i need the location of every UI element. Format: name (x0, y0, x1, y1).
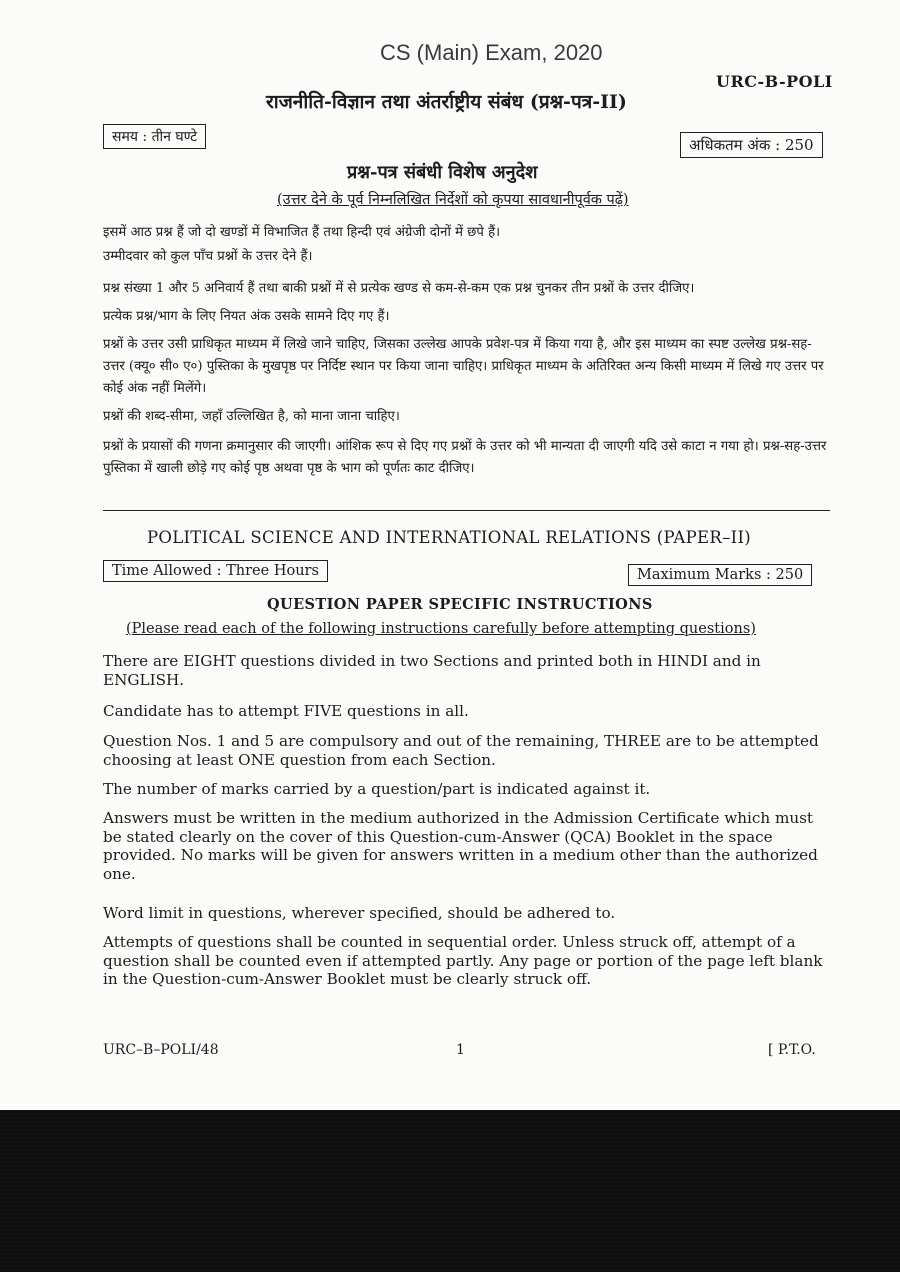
hindi-instruction: प्रश्नों की शब्द-सीमा, जहाँ उल्लिखित है, को माना जाना चाहिए। (103, 409, 400, 424)
hindi-instruction: प्रश्नों के उत्तर उसी प्राधिकृत माध्यम में लिखे जाने चाहिए, जिसका उल्लेख आपके प्रवेश-पत्र में किया गया है, और इस माध्यम का स्पष्ट उल्लेख प्रश्न-सह-उत्तर (क्यू० सी० ए०) पुस्तिका के मुखपृष्ठ पर निर्दिष्ट स्थान पर किया जाना चाहिए। प्राधिकृत माध्यम के अतिरिक्त अन्य किसी माध्यम में लिखे गए उत्तर पर कोई अंक नहीं मिलेंगे। (103, 337, 824, 396)
english-instruction: The number of marks carried by a question/part is indicated against it. (103, 780, 651, 798)
hindi-subheading: (उत्तर देने के पूर्व निम्नलिखित निर्देशों को कृपया सावधानीपूर्वक पढ़ें) (277, 192, 629, 208)
hindi-instruction: प्रश्नों के प्रयासों की गणना क्रमानुसार की जाएगी। आंशिक रूप से दिए गए प्रश्नों के उत्तर को भी मान्यता दी जाएगी यदि उसे काटा न गया हो। प्रश्न-सह-उत्तर पुस्तिका में खाली छोड़े गए कोई पृष्ठ अथवा पृष्ठ के भाग को पूर्णतः काट दीजिए। (103, 439, 827, 476)
english-instruction: Attempts of questions shall be counted in sequential order. Unless struck off, attempt of a question shall be counted even if attempted partly. Any page or portion of the page left blank in the Question-cum-Answer Booklet must be clearly struck off. (103, 933, 823, 988)
paper-code: URC-B-POLI (716, 72, 833, 91)
english-instruction: Candidate has to attempt FIVE questions in all. (103, 702, 469, 720)
section-divider (103, 510, 830, 511)
hindi-instruction: प्रश्न संख्या 1 और 5 अनिवार्य हैं तथा बाकी प्रश्नों में से प्रत्येक खण्ड से कम-से-कम एक प्रश्न चुनकर तीन प्रश्नों के उत्तर दीजिए। (103, 281, 695, 296)
hindi-heading: प्रश्न-पत्र संबंधी विशेष अनुदेश (347, 162, 538, 183)
hindi-title: राजनीति-विज्ञान तथा अंतर्राष्ट्रीय संबंध (प्रश्न-पत्र-II) (266, 91, 627, 113)
english-subheading: (Please read each of the following instructions carefully before attempting questions) (126, 621, 756, 637)
footer-code: URC–B–POLI/48 (103, 1042, 219, 1058)
english-instruction: Question Nos. 1 and 5 are compulsory and out of the remaining, THREE are to be attempted choosing at least ONE question from each Section. (103, 732, 819, 769)
exam-title: CS (Main) Exam, 2020 (380, 40, 603, 65)
hindi-max-marks-box: अधिकतम अंक : 250 (680, 132, 823, 158)
hindi-instruction: प्रत्येक प्रश्न/भाग के लिए नियत अंक उसके सामने दिए गए हैं। (103, 309, 390, 324)
english-instruction: Answers must be written in the medium authorized in the Admission Certificate which must be stated clearly on the cover of this Question-cum-Answer (QCA) Booklet in the space provided. No marks will be given for answers written in a medium other than the authorized one. (103, 809, 818, 883)
english-instruction: Word limit in questions, wherever specified, should be adhered to. (103, 904, 616, 922)
hindi-instruction: उम्मीदवार को कुल पाँच प्रश्नों के उत्तर देने हैं। (103, 249, 313, 264)
scan-background (0, 1110, 900, 1272)
english-heading: QUESTION PAPER SPECIFIC INSTRUCTIONS (267, 596, 653, 613)
pto-label: [ P.T.O. (768, 1042, 816, 1058)
page-number: 1 (456, 1042, 465, 1058)
english-time-box: Time Allowed : Three Hours (103, 560, 328, 582)
english-max-marks-box: Maximum Marks : 250 (628, 564, 812, 586)
english-instruction: There are EIGHT questions divided in two Sections and printed both in HINDI and in ENGLISH. (103, 652, 761, 689)
english-title: POLITICAL SCIENCE AND INTERNATIONAL RELATIONS (PAPER–II) (147, 528, 752, 547)
hindi-instruction: इसमें आठ प्रश्न हैं जो दो खण्डों में विभाजित हैं तथा हिन्दी एवं अंग्रेजी दोनों में छपे हैं। (103, 225, 501, 240)
hindi-time-box: समय : तीन घण्टे (103, 124, 206, 149)
